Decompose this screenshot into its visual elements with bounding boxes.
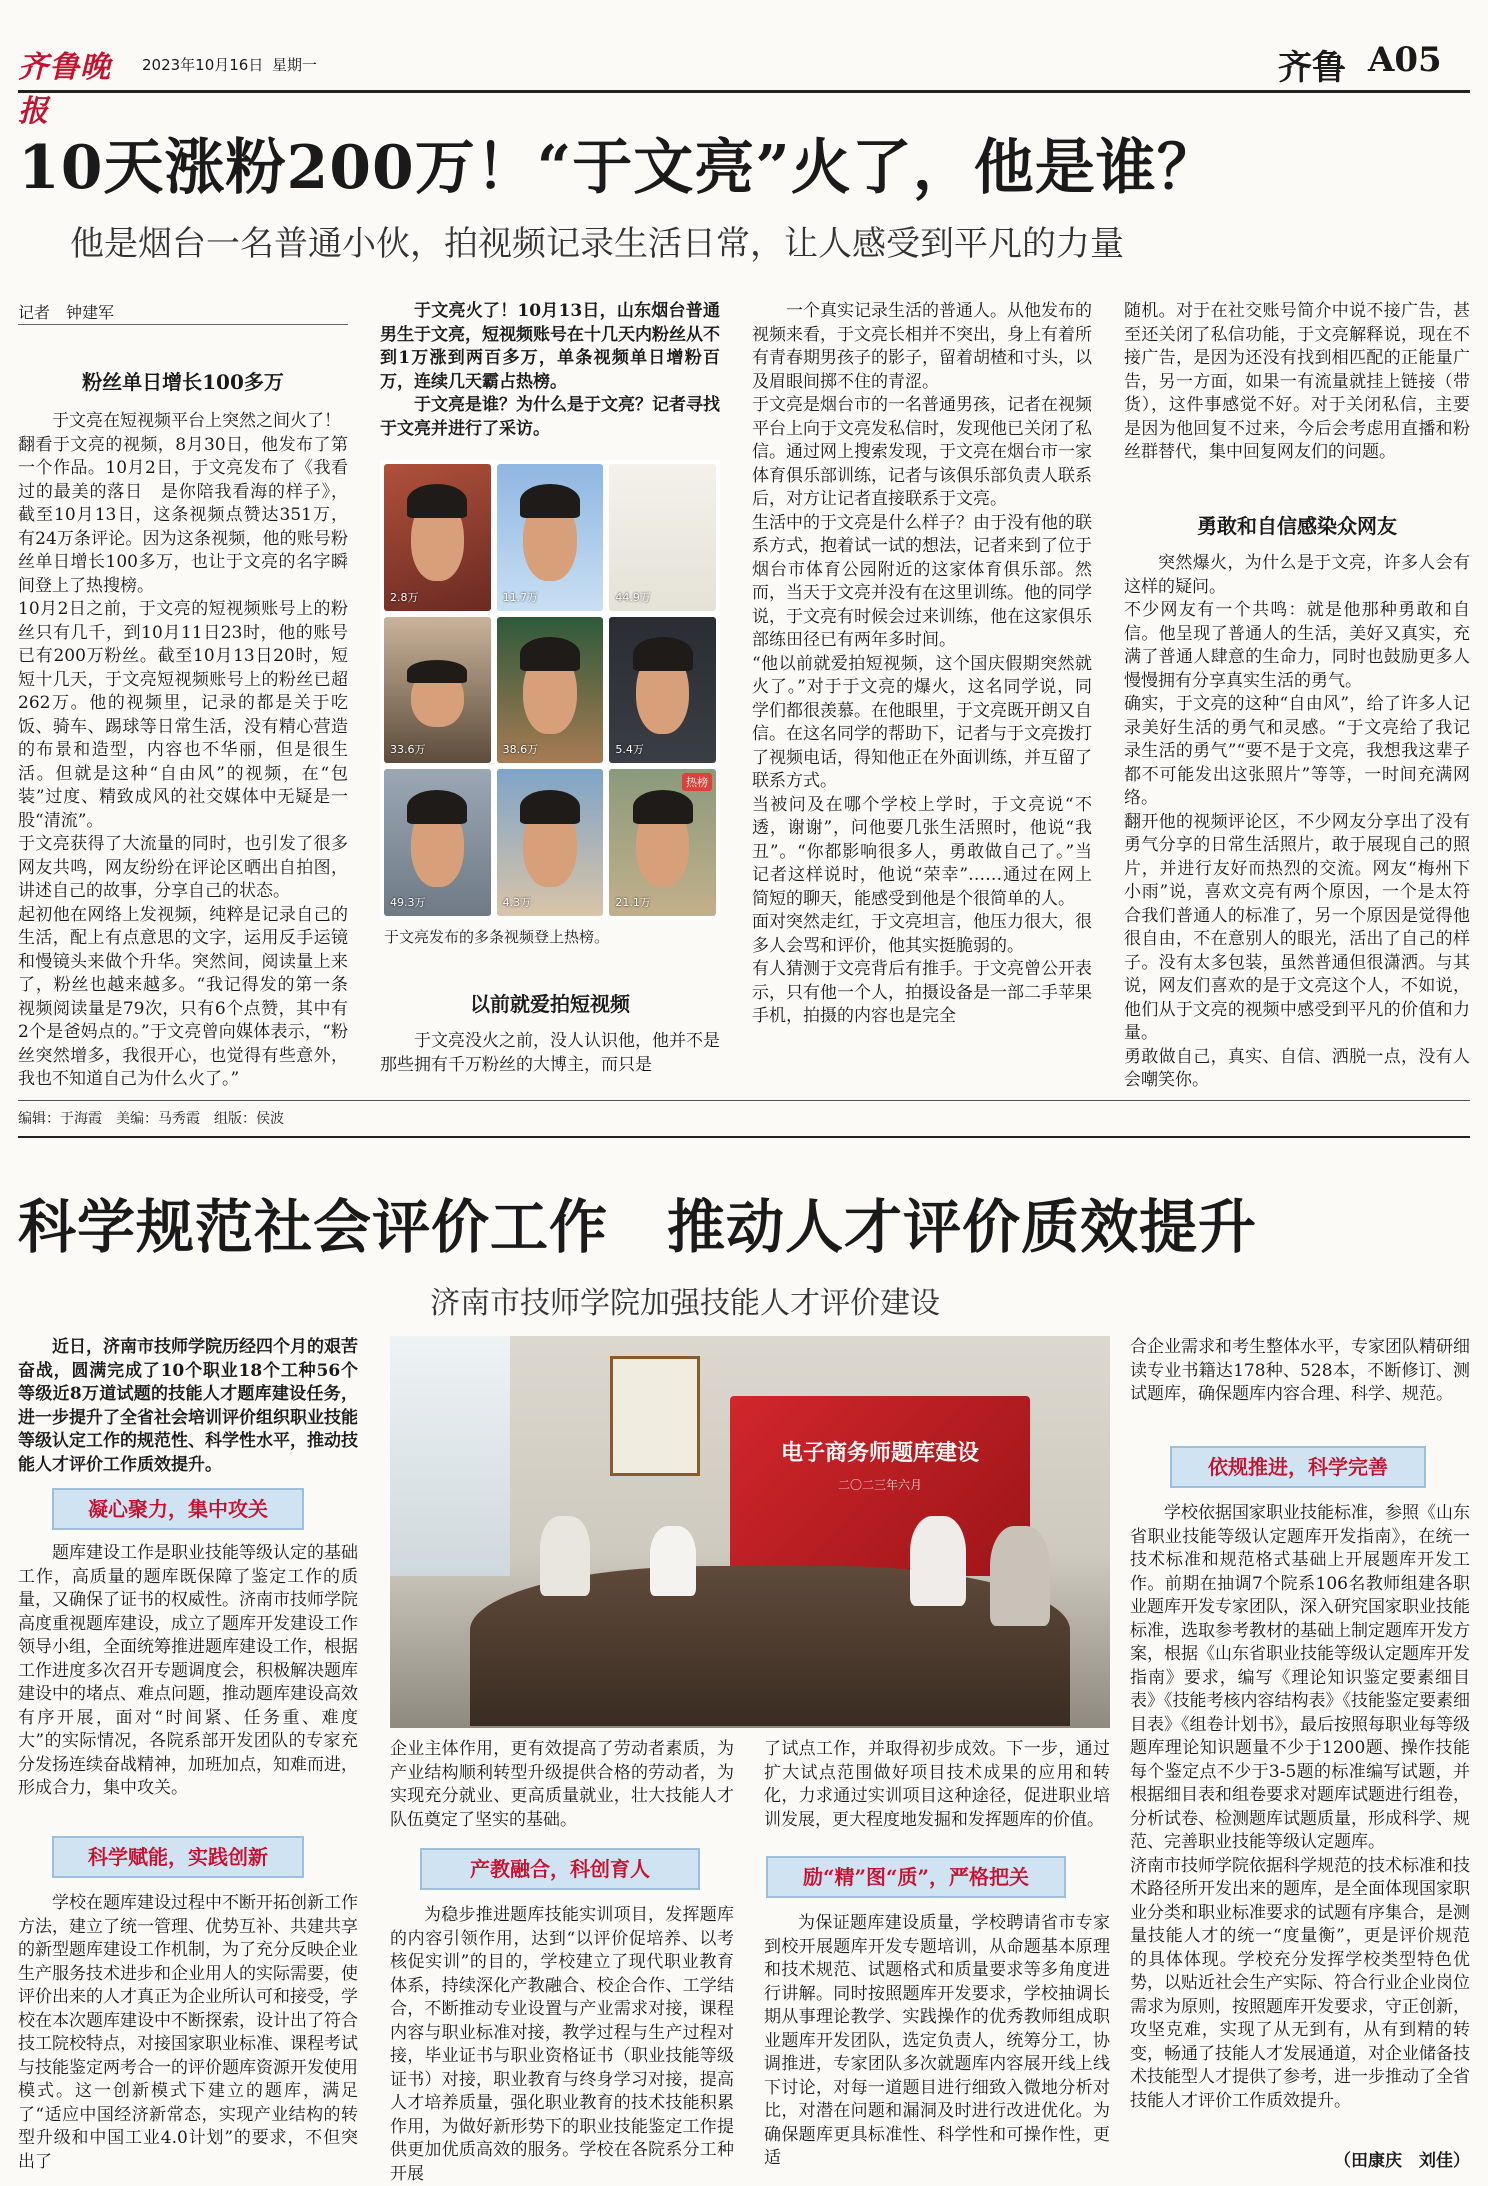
video-thumbnail <box>384 769 491 916</box>
person-face-icon <box>523 649 576 734</box>
photo-caption: 于文亮发布的多条视频登上热榜。 <box>384 928 610 946</box>
window <box>390 1336 510 1576</box>
video-thumbnail-grid <box>380 460 720 920</box>
person-face-icon <box>636 802 689 887</box>
video-thumbnail <box>497 769 604 916</box>
article1-subheadline: 他是烟台一名普通小伙，拍视频记录生活日常，让人感受到平凡的力量 <box>70 224 1124 264</box>
article1-col1: 于文亮在短视频平台上突然之间火了！ 翻看于文亮的视频，8月30日，他发布了第一个作品。10月2日，于文亮发布了《我看过的最美的落日 是你陪我看海的样子》，截至10月13日，这条视频点赞达351万，有24万条评论。因为这条视频，他的账号粉丝单日增长100多万，也让于文亮的名字瞬间登上了热搜榜。 10月2日之前，于文亮的短视频账号上的粉丝只有几千，到10月11日23时，他的账号已有200万粉丝。截至10月13日20时，短短十几天，于文亮短视频账号上的粉丝已超262万。他的视频里，记录的都是关于吃饭、骑车、踢球等日常生活，没有精心营造的布景和造型，内容也不华丽，但是很生活。但就是这种“自由风”的视频，在“包装”过度、精致成风的社交媒体中无疑是一股“清流”。 于文亮获得了大流量的同时，也引发了很多网友共鸣，网友纷纷在评论区晒出自拍图，讲述自己的故事，分享自己的状态。 起初他在网络上发视频，纯粹是记录自己的生活，配上有点意思的文字，运用反手运镜和慢镜头来做个升华。突然间，阅读量上来了，粉丝也越来越多。“我记得发的第一条视频阅读量是79次，只有6个点赞，其中有2个是爸妈点的。”于文亮曾向媒体表示，“粉丝突然增多，我很开心，也觉得有些意外，我也不知道自己为什么火了。” <box>18 411 348 1089</box>
page-number: A05 <box>1368 40 1442 80</box>
person-face-icon <box>411 668 464 727</box>
like-count: 2.8万 <box>390 590 419 604</box>
issue-weekday: 星期一 <box>272 56 318 74</box>
person-face-icon <box>636 649 689 734</box>
article1-col3: 一个真实记录生活的普通人。从他发布的视频来看，于文亮长相并不突出，身上有着所有青春期男孩子的影子，留着胡楂和寸头，以及眉眼间掷不住的青涩。 于文亮是烟台市的一名普通男孩，记者在视频平台上向于文亮发私信时，发现他已关闭了私信。通过网上搜索发现，于文亮在烟台市一家体育俱乐部训练，记者与该俱乐部负责人联系后，对方让记者直接联系于文亮。 生活中的于文亮是什么样子？由于没有他的联系方式，抱着试一试的想法，记者来到了位于烟台市体育公园附近的这家体育俱乐部。然而，当天于文亮并没有在这里训练。他的同学说，于文亮有时候会过来训练，他在这家俱乐部练田径已有两年多时间。 “他以前就爱拍短视频，这个国庆假期突然就火了。”对于于文亮的爆火，这名同学说，同学们都很羡慕。在他眼里，于文亮既开朗又自信。在这名同学的帮助下，记者与于文亮拨打了视频电话，得知他正在外面训练，并互留了联系方式。 当被问及在哪个学校上学时，于文亮说“不透，谢谢”，问他要几张生活照时，他说“我丑”。“你都影响很多人，勇敢做自己了。”当记者这样说时，他说“荣幸”……通过在网上简短的聊天，能感受到他是个很简单的人。 面对突然走红，于文亮坦言，他压力很大，很多人会骂和评价，他其实挺脆弱的。 有人猜测于文亮背后有推手。于文亮曾公开表示，只有他一个人，拍摄设备是一部二手苹果手机，拍摄的内容也是完全 <box>752 301 1092 1026</box>
video-thumbnail <box>384 617 491 764</box>
screen-subtitle: 二〇二三年六月 <box>837 1478 922 1492</box>
subhead-tag-4: 励“精”图“质”，严格把关 <box>766 1856 1066 1898</box>
article1-lead: 于文亮火了！10月13日，山东烟台普通男生于文亮，短视频账号在十几天内粉丝从不到1万涨到两百多万，单条视频单日增粉百万，连续几天霸占热榜。 于文亮是谁？为什么是于文亮？记者寻找于文亮并进行了采访。 <box>380 301 720 439</box>
article1-col4-top: 随机。对于在社交账号简介中说不接广告，甚至还关闭了私信功能，于文亮解释说，现在不接广告，是因为还没有找到相匹配的正能量广告，另一方面，如果一有流量就挂上链接（带货），这件事感觉不好。对于关闭私信，主要是因为他回复不过来，今后会考虑用直播和粉丝群替代，集中回复网友们的问题。 <box>1124 301 1470 462</box>
article2-lead: 近日，济南市技师学院历经四个月的艰苦奋战，圆满完成了10个职业18个工种56个等级近8万道试题的技能人才题库建设任务，进一步提升了全省社会培训评价组织职业技能等级认定工作的规范性、科学性水平，推动技能人才评价工作质效提升。 <box>18 1337 358 1475</box>
issue-date: 2023年10月16日 <box>142 56 264 74</box>
byline: 记者 钟建军 <box>18 303 115 322</box>
attendee <box>910 1516 966 1606</box>
masthead-rule <box>18 90 1470 93</box>
section-name: 齐鲁 <box>1278 48 1346 88</box>
meeting-photo <box>390 1336 1110 1728</box>
subhead-tag-5: 依规推进，科学完善 <box>1170 1446 1426 1488</box>
attendee <box>990 1526 1050 1626</box>
like-count: 49.3万 <box>390 896 426 909</box>
subhead-tag-3: 产教融合，科创育人 <box>420 1848 700 1890</box>
section-title-shortvideo: 以前就爱拍短视频 <box>470 992 630 1016</box>
hot-list-badge: 热榜 <box>682 773 712 791</box>
screen-title: 电子商务师题库建设 <box>780 1441 979 1466</box>
like-count: 44.9万 <box>615 590 651 604</box>
subhead-tag-2: 科学赋能，实践创新 <box>52 1836 304 1878</box>
like-count: 33.6万 <box>390 743 426 757</box>
wall-poster <box>610 1356 700 1476</box>
attendee <box>650 1526 696 1596</box>
article2-p3: 为稳步推进题库技能实训项目，发挥题库的内容引领作用，达到“以评价促培养、以考核促实训”的目的，学校建立了现代职业教育体系，持续深化产教融合、校企合作、工学结合，不断推动专业设置与产业需求对接，课程内容与职业标准对接，教学过程与生产过程对接，毕业证书与职业资格证书（职业技能等级证书）对接，职业教育与终身学习对接，提高人才培养质量，强化职业教育的技术技能积累作用，为做好新形势下的职业技能鉴定工作提供更加优质高效的服务。学校在各院系分工种开展 <box>390 1905 734 2184</box>
video-thumbnail <box>384 464 491 611</box>
section-title-courage: 勇敢和自信感染众网友 <box>1197 514 1397 538</box>
section-divider <box>18 1136 1470 1138</box>
video-thumbnail <box>609 464 716 611</box>
article2-p4: 为保证题库建设质量，学校聘请省市专家到校开展题库开发专题培训，从命题基本原理和技术规范、试题格式和质量要求等多角度进行讲解。同时按照题库开发要求，学校抽调长期从事理论教学、实践操作的优秀教师组成职业题库开发团队，选定负责人，统筹分工，协调推进，专家团队多次就题库内容展开线上线下讨论，对每一道题目进行细致入微地分析对比，对潜在问题和漏洞及时进行改进优化。为确保题库更具标准性、科学性和可操作性，更适 <box>764 1913 1110 2168</box>
article1-col2-bottom: 于文亮没火之前，没人认识他，他并不是那些拥有千万粉丝的大博主，而只是 <box>380 1031 720 1075</box>
presentation-screen <box>730 1396 1030 1576</box>
editors-credit: 编辑：于海霞 美编：马秀霞 组版：侯波 <box>18 1111 284 1127</box>
like-count: 38.6万 <box>502 743 539 757</box>
byline-rule <box>18 324 348 325</box>
like-count: 5.4万 <box>615 743 644 757</box>
like-count: 11.7万 <box>502 590 539 604</box>
person-face-icon <box>523 802 576 887</box>
person-face-icon <box>411 802 464 887</box>
video-thumbnail <box>497 617 604 764</box>
article2-credit: （田康庆 刘佳） <box>1334 2151 1470 2171</box>
section-title-fans: 粉丝单日增长100多万 <box>82 370 284 394</box>
article2-col3: 了试点工作，并取得初步成效。下一步，通过扩大试点范围做好项目技术成果的应用和转化，力求通过实训项目这种途径，促进职业培训发展，更大程度地发掘和发挥题库的价值。 <box>764 1739 1110 1830</box>
newspaper-logo: 齐鲁晚报 <box>18 50 111 129</box>
attendee <box>540 1516 590 1596</box>
article2-headline: 科学规范社会评价工作 推动人才评价质效提升 <box>18 1193 1258 1261</box>
editors-rule <box>18 1100 1470 1101</box>
article2-p2: 学校在题库建设过程中不断开拓创新工作方法，建立了统一管理、优势互补、共建共享的新型题库建设工作机制，为了充分反映企业生产服务技术进步和企业用人的实际需要，使评价出来的人才真正为企业所认可和接受，学校在本次题库建设中不断探索，设计出了符合技工院校特点，对接国家职业标准、课程考试与技能鉴定两考合一的评价题库资源开发使用模式。这一创新模式下建立的题库，满足了“适应中国经济新常态，实现产业结构的转型升级和中国工业4.0计划”的要求，不但突出了 <box>18 1893 358 2172</box>
subhead-tag-1: 凝心聚力，集中攻关 <box>52 1488 304 1530</box>
video-thumbnail <box>609 617 716 764</box>
like-count: 4.3万 <box>502 896 532 909</box>
person-face-icon <box>523 496 576 581</box>
article2-p5: 学校依据国家职业技能标准，参照《山东省职业技能等级认定题库开发指南》，在统一技术标准和规范格式基础上开展题库开发工作。前期在抽调7个院系106名教师组建各职业题库开发专家团队，深入研究国家职业技能标准，选取参考教材的基础上制定题库开发方案，根据《山东省职业技能等级认定题库开发指南》要求，编写《理论知识鉴定要素细目表》《技能考核内容结构表》《技能鉴定要素细目表》《组卷计划书》，最后按照每职业每等级题库理论知识题量不少于1200题、操作技能每个鉴定点不少于3-5题的标准编写试题，并根据细目表和组卷要求对题库试题进行组卷，分析试卷、检测题库试题质量，形成科学、规范、完善职业技能等级认定题库。 济南市技师学院依据科学规范的技术标准和技术路径所开发出来的题库，是全面体现国家职业分类和职业标准要求的试题有序集合，是测量技能人才的统一“度量衡”，更是评价规范的具体体现。学校充分发挥学校类型特色优势，以贴近社会生产实际、符合行业企业岗位需求为原则，按照题库开发要求，守正创新，攻坚克难，实现了从无到有，从有到精的转变，畅通了技能人才发展通道，对企业储备技术技能型人才提供了参考，进一步推动了全省技能人才评价工作质效提升。 <box>1130 1503 1470 2111</box>
like-count: 21.1万 <box>615 896 651 909</box>
video-thumbnail <box>609 769 716 916</box>
article1-headline: 10天涨粉200万！“于文亮”火了，他是谁？ <box>18 133 1218 203</box>
article2-col4-top: 合企业需求和考生整体水平，专家团队精研细读专业书籍达178种、528本，不断修订、测试题库，确保题库内容合理、科学、规范。 <box>1130 1337 1470 1404</box>
article2-p1: 题库建设工作是职业技能等级认定的基础工作，高质量的题库既保障了鉴定工作的质量，又确保了证书的权威性。济南市技师学院高度重视题库建设，成立了题库开发建设工作领导小组，全面统筹推进题库建设工作，根据工作进度多次召开专题调度会，积极解决题库建设中的堵点、难点问题，推动题库建设高效有序开展，面对“时间紧、任务重、难度大”的实际情况，各院系部开发团队的专家充分发扬连续奋战精神，加班加点，知难而进，形成合力，集中攻关。 <box>18 1543 358 1798</box>
article2-subheadline: 济南市技师学院加强技能人才评价建设 <box>430 1286 940 1321</box>
article2-col2: 企业主体作用，更有效提高了劳动者素质，为产业结构顺利转型升级提供合格的劳动者，为实现充分就业、更高质量就业，壮大技能人才队伍奠定了坚实的基础。 <box>390 1739 734 1830</box>
person-face-icon <box>411 496 464 581</box>
video-thumbnail <box>497 464 604 611</box>
article1-col4-bottom: 突然爆火，为什么是于文亮，许多人会有这样的疑问。 不少网友有一个共鸣：就是他那种勇敢和自信。他呈现了普通人的生活，美好又真实，充满了普通人肆意的生命力，同时也鼓励更多人慢慢拥有分享真实生活的勇气。 确实，于文亮的这种“自由风”，给了许多人记录美好生活的勇气和灵感。“于文亮给了我记录生活的勇气”“要不是于文亮，我想我这辈子都不可能发出这张照片”等等，一时间充满网络。 翻开他的视频评论区，不少网友分享出了没有勇气分享的日常生活照片，敢于展现自己的照片，并进行友好而热烈的交流。网友“梅州下小雨”说，喜欢文亮有两个原因，一个是太符合我们普通人的标准了，另一个原因是觉得他很自由，不在意别人的眼光，活出了自己的样子。没有太多包装，虽然普通但很潇洒。与其说，网友们喜欢的是于文亮这个人，不如说，他们从于文亮的视频中感受到平凡的价值和力量。 勇敢做自己，真实、自信、洒脱一点，没有人会嘲笑你。 <box>1124 553 1470 1090</box>
